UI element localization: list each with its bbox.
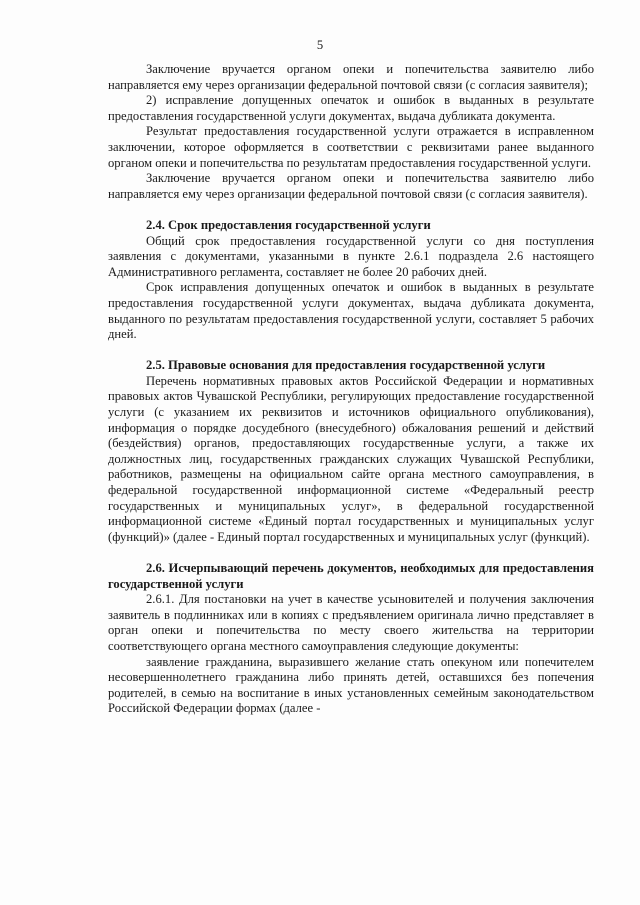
body-paragraph: Заключение вручается органом опеки и попечительства заявителю либо направляется ему через организации федеральной почтовой связи (с согласия заявителя); (108, 62, 594, 92)
section-heading: 2.6. Исчерпывающий перечень документов, необходимых для предоставления государственной услуги (108, 561, 594, 591)
page-number: 5 (316, 38, 324, 52)
paragraph-spacer (108, 202, 594, 218)
body-paragraph: Общий срок предоставления государственной услуги со дня поступления заявления с документами, указанными в пункте 2.6.1 подраздела 2.6 настоящего Административного регламента, составляет не более 20 рабочих дней. (108, 233, 594, 279)
body-paragraph: 2) исправление допущенных опечаток и ошибок в выданных в результате предоставления государственной услуги документах, выдача дубликата документа. (108, 93, 594, 123)
body-paragraph: Заключение вручается органом опеки и попечительства заявителю либо направляется ему через организации федеральной почтовой связи (с согласия заявителя). (108, 171, 594, 201)
body-paragraph: Срок исправления допущенных опечаток и ошибок в выданных в результате предоставления государственной услуги документах, выдача дубликата документа, выданного по результатам предоставления государственной услуги, составляет 5 рабочих дней. (108, 280, 594, 342)
section-heading: 2.5. Правовые основания для предоставления государственной услуги (146, 358, 546, 373)
paragraph-spacer (108, 545, 594, 561)
section-heading: 2.4. Срок предоставления государственной услуги (146, 217, 431, 232)
document-body (108, 62, 594, 717)
paragraph-spacer (108, 343, 594, 359)
body-paragraph: заявление гражданина, выразившего желание стать опекуном или попечителем несовершеннолетнего гражданина либо принять детей, оставшихся без попечения родителей, в семью на воспитание в иных установленных семейным законодательством Российской Федерации формах (далее - (108, 654, 594, 716)
body-paragraph: 2.6.1. Для постановки на учет в качестве усыновителей и получения заключения заявитель в подлинниках или в копиях с предъявлением оригинала лично представляет в орган опеки и попечительства по месту своего жительства на территории соответствующего органа местного самоуправления следующие документы: (108, 592, 594, 653)
body-paragraph: Результат предоставления государственной услуги отражается в исправленном заключении, которое оформляется в соответствии с реквизитами ранее выданного органом опеки и попечительства по результатам предоставления государственной услуги. (108, 124, 594, 170)
body-paragraph: Перечень нормативных правовых актов Российской Федерации и нормативных правовых актов Чувашской Республики, регулирующих предоставление государственной услуги (с указанием их реквизитов и источников официального опубликования), информация о порядке досудебного (внесудебного) обжалования решений и действий (бездействия) органов, предоставляющих государственные услуги, а также их должностных лиц, государственных гражданских служащих Чувашской Республики, работников, размещены на официальном сайте органа местного самоуправления, в федеральной государственной информационной системе «Федеральный реестр государственных и муниципальных услуг», в федеральной государственной информационной системе «Единый портал государственных и муниципальных услуг (функций)» (далее - Единый портал государственных и муниципальных услуг (функций). (108, 373, 594, 544)
